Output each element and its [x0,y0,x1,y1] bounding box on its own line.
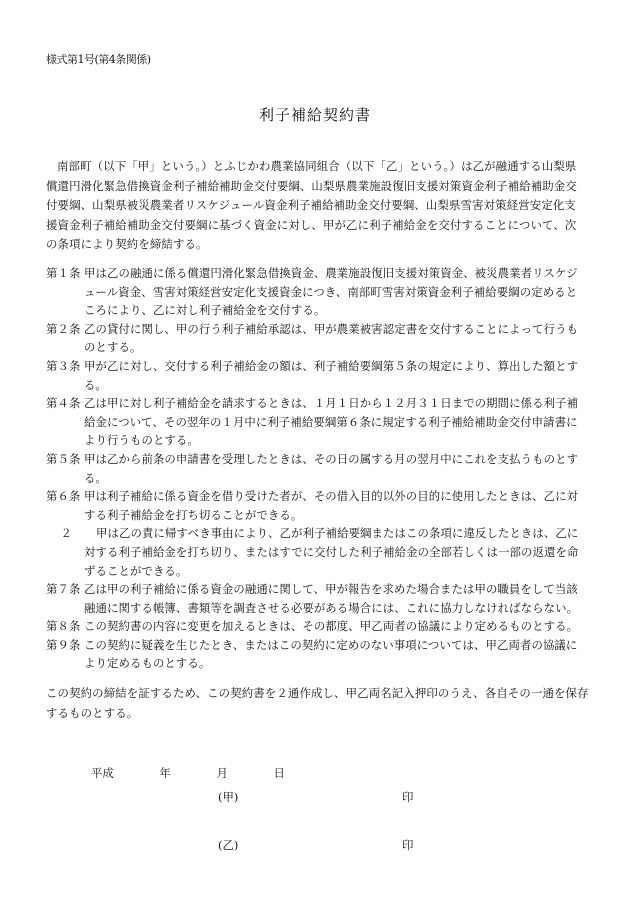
clause-text: 甲は乙の責に帰すべき事由により、乙が利子補給要綱またはこの条項に違反したときは、乙に対する利子補給金を打ち切り、またはすでに交付した利子補給金の全部若しくは一部の返還を命ずることができる。 [84,526,579,578]
date-month: 月 [216,766,228,780]
article-2 [46,320,588,357]
article-number: 第９条 [46,637,81,652]
article-6 [46,487,588,524]
article-8 [46,617,588,636]
closing-paragraph: この契約の締結を証するため、この契約書を２通作成し、甲乙両名記入押印のうえ、各自その一通を保存するものとする。 [46,686,589,720]
party-a-label: (甲) [218,790,239,804]
article-text: 乙の貸付に関し、甲の行う利子補給承認は、甲が農業被害認定書を交付することによって行うものとする。 [84,321,579,355]
date-year: 年 [159,766,171,780]
article-7 [46,580,588,617]
article-text: 乙は甲に対し利子補給金を請求するときは、１月１日から１２月３１日までの期間に係る利子補給金について、その翌年の１月中に利子補給要綱第６条に規定する利子補給補助金交付申請書により行うものとする。 [84,396,579,448]
article-1 [46,264,588,320]
article-number: 第７条 [46,582,81,597]
article-text: 甲は乙の融通に係る償還円滑化緊急借換資金、農業施設復旧支援対策資金、被災農業者リスケジュール資金、雪害対策経営安定化支援資金につき、南部町雪害対策資金利子補給要綱の定めるところにより、乙に対し利子補給金を交付する。 [84,266,578,318]
article-text: この契約書の内容に変更を加えるときは、その都度、甲乙両者の協議により定めるものとする。 [84,619,579,634]
article-5 [46,450,588,487]
article-number: 第３条 [46,358,81,373]
date-era: 平成 [91,766,114,780]
article-number: 第２条 [46,321,81,336]
article-3 [46,357,588,394]
article-9 [46,636,588,673]
form-number: 様式第1号(第4条関係) [46,53,151,66]
articles-list [46,264,588,673]
article-text: 乙は甲の利子補給に係る資金の融通に関して、甲が報告を求めた場合または甲の職員をして当該融通に関する帳簿、書類等を調査させる必要がある場合には、これに協力しなければならない。 [84,582,579,615]
article-number: 第５条 [46,451,81,466]
party-b-label: (乙) [218,838,239,852]
article-number: 第６条 [46,489,81,504]
article-6-clause-2 [46,524,588,580]
clause-number: ２ [60,526,72,541]
document-title: 利子補給契約書 [258,106,371,124]
article-text: 甲が乙に対し、交付する利子補給金の額は、利子補給要綱第５条の規定により、算出した額とする。 [84,358,579,392]
article-text: この契約に疑義を生じたとき、またはこの契約に定めのない事項については、甲乙両者の協議により定めるものとする。 [84,637,578,671]
date-line [91,765,307,781]
article-number: 第１条 [46,266,81,280]
intro-paragraph: 南部町（以下「甲」という。）とふじかわ農業協同組合（以下「乙」という。）は乙が融通する山梨県償還円滑化緊急借換資金利子補給補助金交付要綱、山梨県農業施設復旧支援対策資金利子補給補助金交付要綱、山梨県被災農業者リスケジュール資金利子補給補助金交付要綱、山梨県雪害対策経営安定化支援資金利子補給補助金交付要綱に基づく資金に対し、甲が乙に利子補給金を交付することについて、次の条項により契約を締結する。 [46,159,577,251]
article-4 [46,394,588,450]
article-text: 甲は利子補給に係る資金を借り受けた者が、その借入目的以外の目的に使用したときは、乙に対する利子補給金を打ち切ることができる。 [84,489,579,522]
party-b-seal: 印 [402,838,414,852]
article-number: 第８条 [46,619,81,634]
date-day: 日 [273,766,285,780]
article-text: 甲は乙から前条の申請書を受理したときは、その日の属する月の翌月中にこれを支払うものとする。 [84,451,579,485]
article-number: 第４条 [46,396,81,411]
party-a-seal: 印 [402,790,414,804]
